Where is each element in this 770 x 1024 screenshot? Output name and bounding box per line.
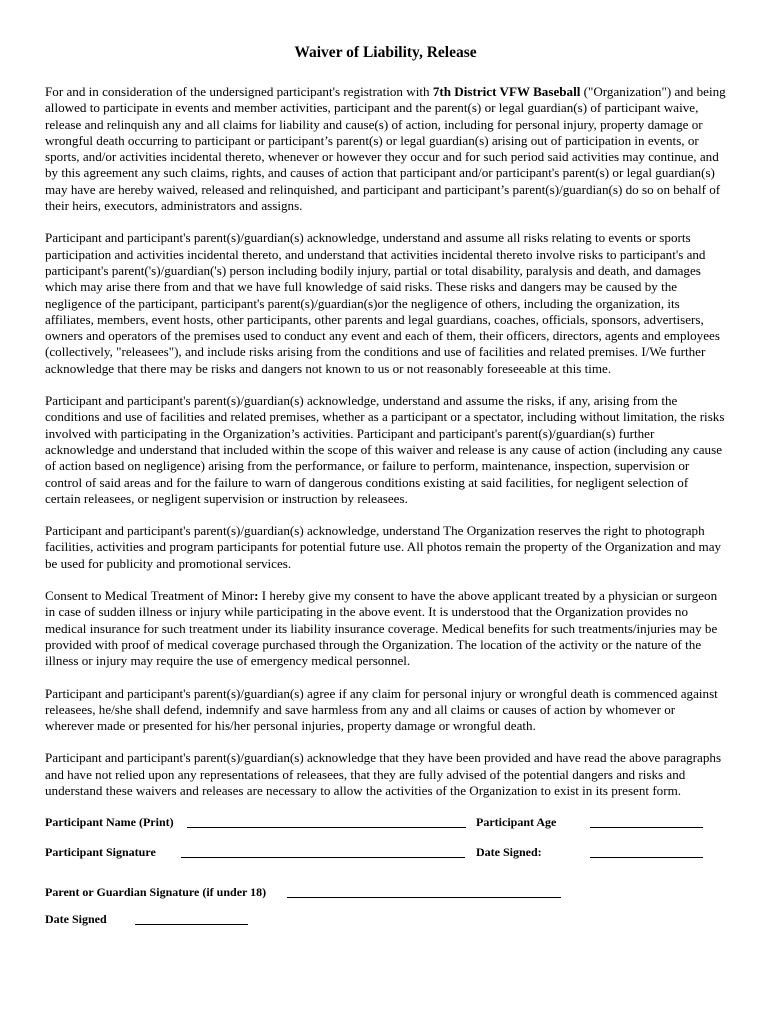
participant-signature-field[interactable]	[181, 845, 465, 858]
paragraph-assumption-of-risk: Participant and participant's parent(s)/guardian(s) acknowledge, understand and assume all risks relating to events or sports participation and activities incidental thereto, and understand that activities incidental thereto involve risks to participant's and participant's parent('s)/guardian('s) person including bodily injury, partial or total disability, paralysis and death, and damages which may arise there from and that we have full knowledge of said risks. These risks and dangers may be caused by the negligence of the participant, participant's parent(s)/guardian(s)or the negligence of others, including the organization, its affiliates, members, event hosts, other participants, other parents and legal guardians, coaches, officials, sponsors, advertisers, owners and operators of the premises used to conduct any event and each of them, their officers, directors, agents and employees (collectively, "releasees"), and include risks arising from the conditions and use of facilities and related premises. I/We further acknowledge that there may be risks and dangers not known to us or not reasonably foreseeable at this time.	[45, 230, 720, 376]
consideration-body: ("Organization") and being allowed to participate in events and member activities, participant and the parent(s) or legal guardian(s) of participant waive, release and relinquish any and all claims for liability and cause(s) of action, including for personal injury, property damage or wrongful death occurring to participant or participant’s parent(s) or legal guardian(s) arising out of participation in events, or sports, and/or activities incidental thereto, whenever or however they occur and for such period said activities may continue, and by this agreement any such claims, rights, and causes of action that participant and/or participant's parent(s) or legal guardian(s) may have are hereby waived, released and relinquished, and participant and participant’s parent(s)/guardian(s) do so on behalf of their heirs, executors, administrators and assigns.	[45, 84, 726, 214]
guardian-signature-field[interactable]	[287, 885, 561, 898]
page-title: Waiver of Liability, Release	[294, 44, 477, 61]
participant-age-label: Participant Age	[476, 815, 557, 830]
paragraph-facilities-risk: Participant and participant's parent(s)/guardian(s) acknowledge, understand and assume the risks, if any, arising from the conditions and use of facilities and related premises, whether as a participant or a spectator, including without limitation, the risks involved with participating in the Organization’s activities. Participant and participant's parent(s)/guardian(s) further acknowledge and understand that included within the scope of this waiver and release is any cause of action (including any cause of action based on negligence) arising from the performance, or failure to perform, maintenance, inspection, supervision or control of said areas and for the failure to warn of dangerous conditions existing at said facilities, for negligent selection of certain releasees, or negligent supervision or instruction by releasees.	[45, 393, 725, 506]
form-row-guardian-date	[45, 912, 726, 945]
medical-consent-body: I hereby give my consent to have the above applicant treated by a physician or surgeon in case of sudden illness or injury while participating in the above event. It is understood that the Organization provides no medical insurance for such treatment under its liability insurance coverage. Medical benefits for such treatments/injuries may be provided with proof of medical coverage purchased through the Organization. The location of the activity or the nature of the illness or injury may require the use of emergency medical personnel.	[45, 588, 718, 669]
form-row-signature-date	[45, 845, 726, 885]
consideration-prefix: For and in consideration of the undersigned participant's registration with	[45, 84, 433, 99]
paragraph-medical-consent	[45, 588, 726, 669]
paragraph-photo-release: Participant and participant's parent(s)/guardian(s) acknowledge, understand The Organization reserves the right to photograph facilities, activities and program participants for potential future use. All photos remain the property of the Organization and may be used for publicity and promotional services.	[45, 523, 722, 571]
form-row-name-age	[45, 815, 726, 845]
medical-consent-lead: Consent to Medical Treatment of Minor	[45, 588, 255, 604]
paragraph-consideration	[45, 84, 726, 214]
guardian-signature-label: Parent or Guardian Signature (if under 18)	[45, 885, 267, 900]
participant-name-field[interactable]	[187, 815, 466, 828]
form-row-guardian	[45, 885, 726, 915]
participant-signature-label: Participant Signature	[45, 845, 156, 860]
paragraph-indemnify: Participant and participant's parent(s)/guardian(s) agree if any claim for personal injury or wrongful death is commenced against releasees, he/she shall defend, indemnify and save harmless from any and all claims or causes of action by whomever or wherever made or presented for his/her personal injuries, property damage or wrongful death.	[45, 685, 718, 734]
guardian-date-signed-field[interactable]	[135, 912, 248, 925]
participant-name-label: Participant Name (Print)	[45, 815, 174, 830]
organization-name: 7th District VFW Baseball	[432, 84, 581, 99]
paragraph-acknowledgement: Participant and participant's parent(s)/guardian(s) acknowledge that they have been provided and have read the above paragraphs and have not relied upon any representations of releasees, that they are fully advised of the potential dangers and risks and understand these waivers and releases are necessary to allow the activities of the Organization to exist in its present form.	[45, 750, 722, 798]
guardian-date-signed-label: Date Signed	[45, 912, 107, 927]
participant-age-field[interactable]	[590, 815, 703, 828]
signature-form	[45, 815, 726, 945]
date-signed-label: Date Signed:	[476, 845, 542, 860]
medical-consent-colon: :	[254, 588, 259, 604]
date-signed-field[interactable]	[590, 845, 703, 858]
